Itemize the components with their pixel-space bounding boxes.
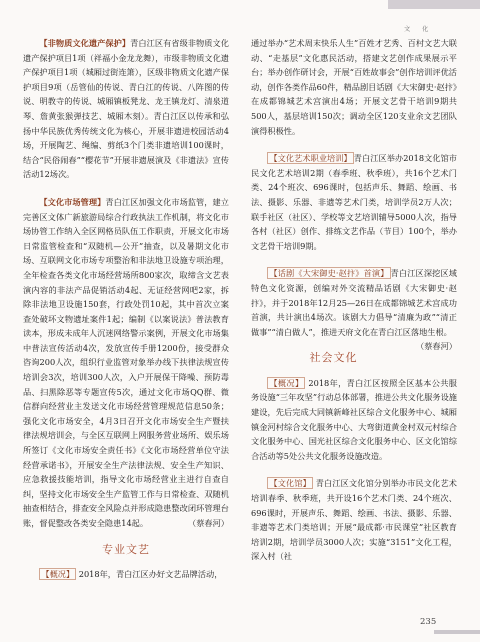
arts-overview-label: 【概况】 — [41, 569, 75, 580]
footer-band — [434, 630, 480, 634]
arts-overview-continued: 通过举办“艺术周末快乐人生”百姓才艺秀、百村文艺大联动、“走基层”文化惠民活动，搭建文艺创作成果展示平台；举办创作研讨会，开展“百姓故事会”创作培训评优活动，创作各类作品60件，精品剧目话剧《大宋御史·赵抃》在成都锦城艺术宫演出4场；开展文艺骨干培训9期共500人，基层培训150次；调动全区120支业余文艺团队演得积极性。 — [251, 38, 457, 136]
left-column — [23, 36, 229, 582]
drama-label: 【话剧《大宋御史·赵抃》首演】 — [269, 268, 389, 279]
market-text: 青白江区加强文化市场监管，建立完善区文体广新旅游局综合行政执法工作机制，将文化市场协管工作纳入全区网格员队伍工作职责，开展文化市场日常监管检查和“双随机—公开”抽查，以及暑期文化市场、互联网文化市场专项整治和非法地卫设施专项治理，全年检查各类文化市场经营场所800家次，取缔含文艺表演内容的非法产品促销活动4起、无证经营网吧2家，拆除非法地卫设施150套，行政处罚10起，其中首次立案查处破坏文物遗址案件1起；编制《以案说法》普法教育读本，形成未成年人沉迷网络警示案例，开展文化市场集中普法宣传活动4次，发放宣传手册1200份，接受群众咨询200人次，组织行业监管对象举办线下扶律法规宣传培训会3次，培训300人次，入户开展保干降噪、预防毒品、扫黑除恶等专题宣传5次，通过文化市场QQ群、微信群向经营业主发送文化市场经营管理规范信息50条；强化文化市场安全，4月3日召开文化市场安全生产暨扶律法规培训会，与全区互联网上网服务营业场所、娱乐场所签订《文化市场安全责任书》《文化市场经营单位守法经营承诺书》，开展安全生产法律法规、安全生产知识、应急救援技能培训，指导文化市场经营业主进行自查自纠，坚持文化市场安全生产监管工作与日常检查、双随机抽查相结合，排查安全风险点并形成隐患整改闭环管理台账，督促整改各类安全隐患14起。 — [23, 196, 229, 528]
vocational-text: 青白江区举办2018文化馆市民文化艺术培训2期（春季班、秋季班），共16个艺术门类、24个班次、696课时，包括声乐、舞蹈、绘画、书法、摄影、乐器、非遗等艺术门类，培训学员2万人次；联手社区（社区）、学校等文艺培训辅导5000人次，指导各村（社区）创作、排练文艺作品（节目）100个，举办文艺骨干培训9期。 — [251, 153, 457, 251]
drama-paragraph — [251, 266, 457, 352]
heritage-paragraph — [23, 36, 229, 182]
drama-author: （蔡春河） — [416, 341, 457, 352]
header-band — [388, 0, 480, 9]
drama-text: 青白江区深挖区域特色文化资源，创编对外交流精品话剧《大宋御史·赵抃》，并于2018年12月25—26日在成都锦城艺术宫成功首演，共计演出4场次。该剧大力倡导“清廉为政”“清正做事”“清白做人”，推进天府文化在青白江区落地生根。 — [251, 268, 457, 337]
market-author: （蔡春河） — [188, 518, 229, 528]
section-title-arts: 专业文艺 — [102, 542, 150, 556]
library-paragraph — [251, 476, 457, 564]
section-tag: 文 化 — [404, 26, 434, 33]
social-overview-label: 【概况】 — [269, 377, 304, 388]
market-label: 【文化市场管理】 — [39, 196, 106, 207]
library-text: 青白江区文化馆分别举办市民文化艺术培训春季、秋季班，共开设16个艺术门类、24个班次、696课时，开展声乐、舞蹈、绘画、书法、摄影、乐器、非遗等艺术门类培训；开展“最成都·市民课堂”社区教育培训2期，培训学员3000人次；实施“3151”文化工程，深入村（社 — [251, 478, 457, 562]
vocational-paragraph — [251, 151, 457, 253]
social-overview-paragraph — [251, 376, 457, 464]
right-column — [251, 36, 457, 564]
arts-overview-text: 2018年，青白江区办好文艺品牌活动， — [78, 569, 223, 580]
heritage-text: 青白江区有省级非物质文化遗产保护项目1项（祥福小金龙龙舞），市级非物质文化遗产保护项目1项（城厢过街连箫），区级非物质文化遗产保护项目9项（岳管仙的传说、青白江的传说、八阵图的传说、明教寺的传说、城厢镇板凳龙、龙王镇龙灯、清泉道琴、詹黄张猴弹技艺、城厢木刻）。青白江区以传承和弘扬中华民族优秀传统文化为核心，开展非遗进校园活动4场，开展陶艺、绳编、剪纸3个门类非遗培训100课时，结合“民俗闹春”“樱花节”开展非遗展演及《非遗法》宣传活动12场次。 — [23, 38, 229, 180]
section-title-social: 社会文化 — [309, 351, 358, 365]
market-paragraph — [23, 195, 229, 531]
vocational-label: 【文化艺术职业培训】 — [269, 153, 352, 164]
page-number: 235 — [420, 617, 437, 627]
library-label: 【文化馆】 — [269, 478, 311, 489]
social-overview-text: 2018年，青白江区按照全区基本公共服务设施“三年攻坚”行动总体部署，推进公共文化服务设施建设，先后完成大同镇新峰社区综合文化服务中心、城厢镇金河村综合文化服务中心、大弯街道黄金村双元村综合文化服务中心、国光社区综合文化服务中心、区文化馆综合活动等5处公共文化服务设施改造。 — [251, 377, 457, 461]
heritage-label: 【非物质文化遗产保护】 — [39, 38, 131, 48]
arts-overview-paragraph — [23, 567, 229, 582]
